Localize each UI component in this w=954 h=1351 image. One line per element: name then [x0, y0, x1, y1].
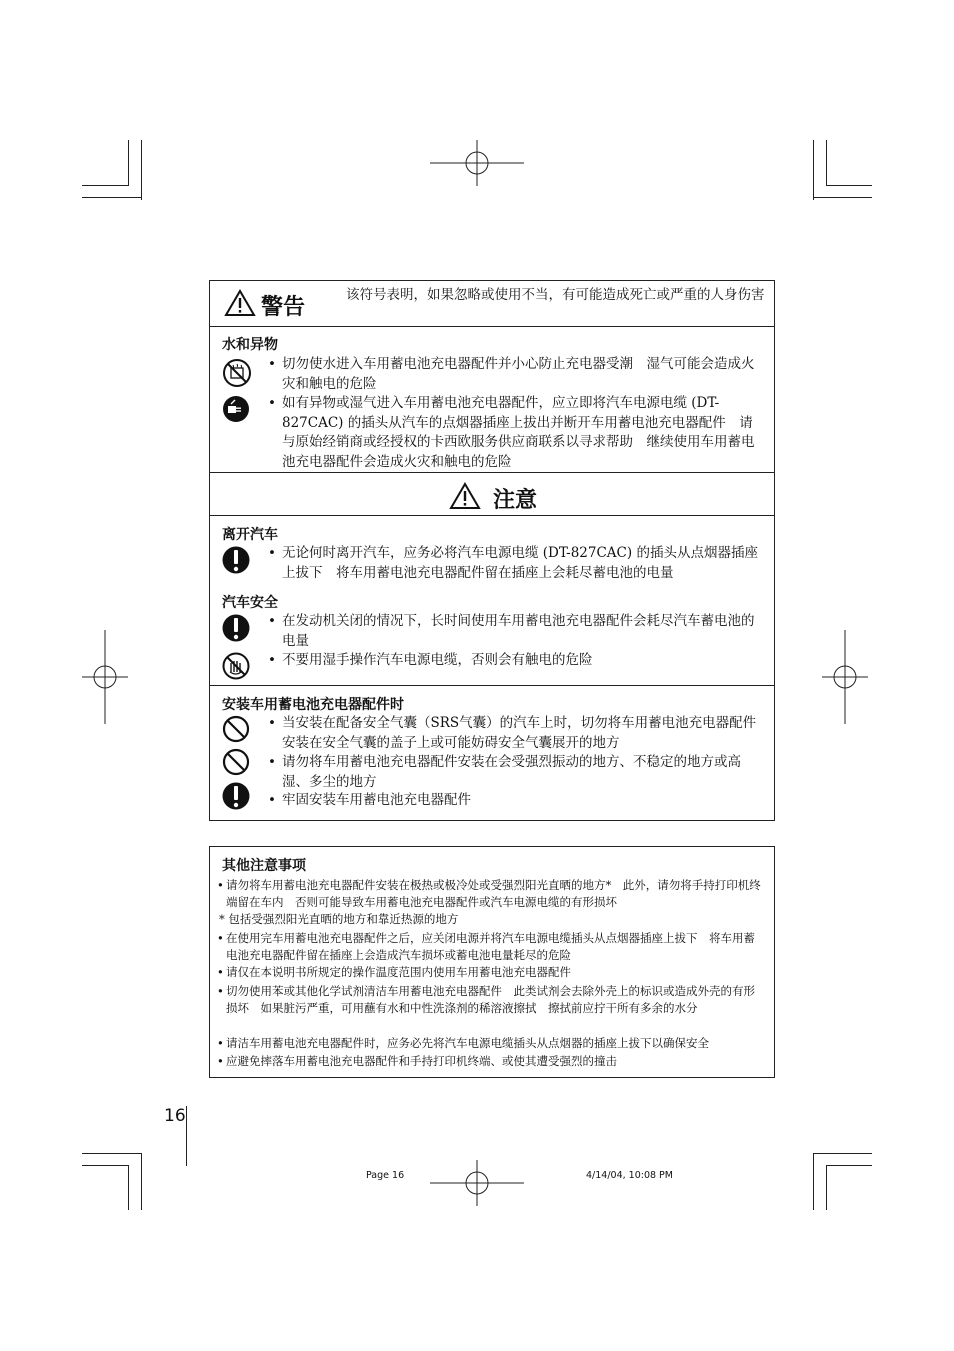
exclamation-icon: [222, 613, 250, 643]
page-number-rule: [186, 1106, 187, 1166]
exclamation-icon: [222, 781, 250, 811]
crop-mark: [813, 140, 814, 200]
section-heading-leave-car: 离开汽车: [222, 527, 278, 543]
footnote: * 包括受强烈阳光直晒的地方和靠近热源的地方: [219, 912, 459, 926]
crop-mark: [141, 1153, 142, 1210]
divider: [210, 472, 774, 473]
prohibited-icon: [222, 715, 250, 743]
crop-mark: [128, 140, 129, 186]
registration-mark-icon: [430, 1160, 524, 1206]
warning-description: 该符号表明，如果忽略或使用不当，有可能造成死亡或严重的人身伤害: [346, 287, 765, 303]
slug-timestamp: 4/14/04, 10:08 PM: [586, 1170, 673, 1181]
safety-precautions-box: 警告 该符号表明，如果忽略或使用不当，有可能造成死亡或严重的人身伤害 水和异物 • 切勿使水进入车用蓄电池充电器配件并小心防止充电器受潮 湿气可能会造成火灾和触电的危险 • 如有异物或湿气进入车用蓄电池充电器配件，应立即将汽车电源电缆 (DT-827CAC) 的插头从汽车的点烟器插座上拔出并断开车用蓄电池充电器配件 请与原始经销商或经授权的卡西欧服务供应商联系以寻求帮助 继续使用车用蓄电池充电器配件会造成火灾和触电的危险 注意 离开汽车 • 无论何时离开汽车，应务必将汽车电源电缆 (DT-827CAC) 的插头从点烟器插座上拔下 将车用蓄电池充电器配件留在插座上会耗尽蓄电池的电量 汽车安全 • 在发动机关闭的情况下，长时间使用车用蓄电池充电器配件会耗尽汽车蓄电池的电量 • 不要用湿手操作汽车电源电缆，否则会有触电的危险 安装车用蓄电池充电器配件时 • 当安装在配备安全气囊（SRS气囊）的汽车上时，切勿将车用蓄电池充电器配件安装在安全气囊的盖子上或可能妨碍安全气囊展开的地方 • 请勿将车用蓄电池充电器配件安装在会受强烈振动的地方、不稳定的地方或高湿、多尘的地方 • 牢固安装车用蓄电池充电器配件: [209, 280, 775, 821]
caution-triangle-icon: [449, 482, 481, 510]
crop-mark: [826, 185, 872, 186]
crop-mark: [826, 140, 827, 186]
registration-mark-icon: [430, 140, 524, 186]
crop-mark: [813, 1153, 814, 1210]
crop-mark: [141, 140, 142, 200]
other-precautions-box: 其他注意事项 • 请勿将车用蓄电池充电器配件安装在极热或极冷处或受强烈阳光直晒的地方* 此外，请勿将手持打印机终端留在车内 否则可能导致车用蓄电池充电器配件或汽车电源电缆的有形损坏 * 包括受强烈阳光直晒的地方和靠近热源的地方 • 在使用完车用蓄电池充电器配件之后，应关闭电源并将汽车电源电缆插头从点烟器插座上拔下 将车用蓄电池充电器配件留在插座上会造成汽车损坏或蓄电池电量耗尽的危险 • 请仅在本说明书所规定的操作温度范围内使用车用蓄电池充电器配件 • 切勿使用苯或其他化学试剂清洁车用蓄电池充电器配件 此类试剂会去除外壳上的标识或造成外壳的有形损坏 如果脏污严重，可用蘸有水和中性洗涤剂的稀溶液擦拭 擦拭前应拧干所有多余的水分 • 请洁车用蓄电池充电器配件时，应务必先将汽车电源电缆插头从点烟器的插座上拔下以确保安全 • 应避免摔落车用蓄电池充电器配件和手持打印机终端、或使其遭受强烈的撞击: [209, 846, 775, 1078]
divider: [210, 326, 774, 327]
unplug-icon: [222, 395, 250, 423]
prohibited-icon: [222, 748, 250, 776]
crop-mark: [82, 1165, 128, 1166]
section-heading-other: 其他注意事项: [222, 858, 306, 874]
no-wet-hands-icon: [222, 652, 250, 680]
caution-title: 注意: [493, 488, 538, 513]
section-heading-install: 安装车用蓄电池充电器配件时: [222, 697, 404, 713]
section-heading-car-safety: 汽车安全: [222, 595, 278, 611]
exclamation-icon: [222, 545, 250, 575]
divider: [210, 515, 774, 516]
warning-triangle-icon: [224, 289, 256, 317]
crop-mark: [82, 185, 128, 186]
section-heading-water: 水和异物: [222, 337, 278, 353]
crop-mark: [128, 1165, 129, 1210]
warning-title: 警告: [261, 295, 306, 320]
crop-mark: [826, 1165, 872, 1166]
crop-mark: [82, 1153, 142, 1154]
crop-mark: [826, 1165, 827, 1210]
no-water-icon: [222, 358, 252, 388]
slug-page-label: Page 16: [366, 1170, 405, 1181]
crop-mark: [813, 197, 872, 198]
registration-mark-icon: [822, 630, 868, 724]
registration-mark-icon: [82, 630, 128, 724]
page-number: 16: [164, 1106, 186, 1126]
crop-mark: [813, 1153, 872, 1154]
divider: [210, 685, 774, 686]
crop-mark: [82, 197, 142, 198]
